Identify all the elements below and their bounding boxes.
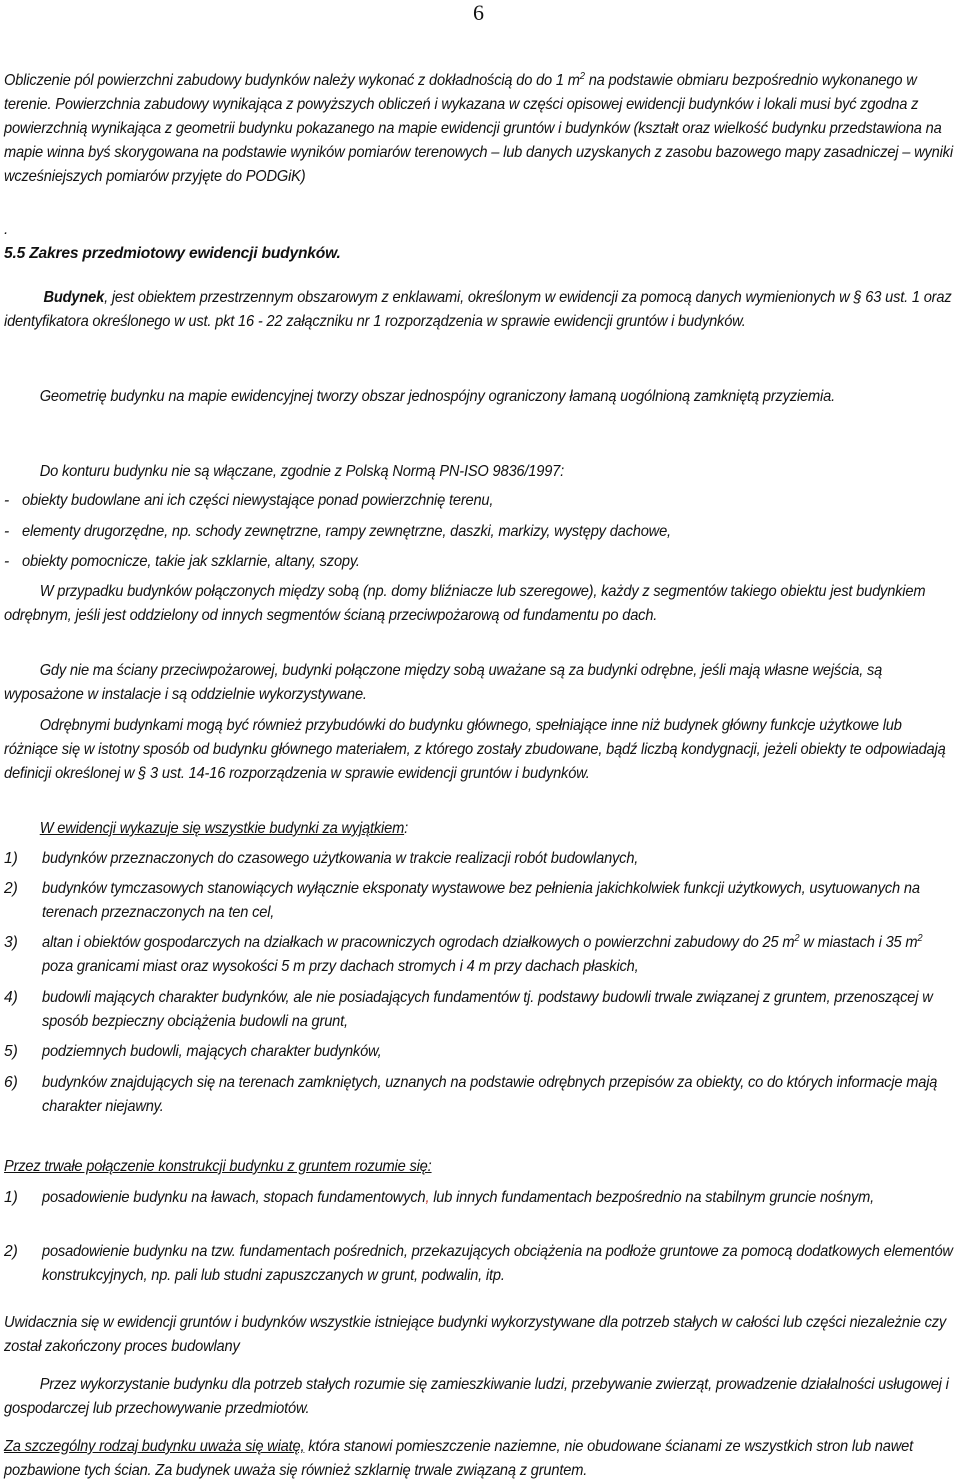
list-item: posadowienie budynku na tzw. fundamentach pośrednich, przekazujących obciążenia na podłoże gruntowe za pomocą dodatkowych elementów konstrukcyjnych, np. pali lub studni zapuszczanych w grunt, podwalin, itp. (42, 1243, 953, 1284)
paragraph-area-calculation (4, 69, 953, 189)
paragraph-existing-buildings: Uwidacznia się w ewidencji gruntów i budynków wszystkie istniejące budynki wykorzystywane dla potrzeb stałych w całości lub części niezależnie czy został zakończony proces budowlany (4, 1314, 947, 1355)
shelter-text: która stanowi pomieszczenie naziemne, nie obudowane ścianami ze wszystkich stron lub nawet pozbawione tych ścian. Za budynek uważa się również szklarnię trwale związaną z gruntem. (4, 1438, 913, 1479)
paragraph-exceptions-intro (4, 817, 953, 841)
list-item-part: poza granicami miast oraz wysokości 5 m przy dachach stromych i 4 m przy dachach płaskich, (42, 958, 639, 975)
list-item (42, 931, 954, 979)
superscript: 2 (794, 932, 800, 944)
paragraph-geometry: Geometrię budynku na mapie ewidencyjnej tworzy obszar jednospójny ograniczony łamaną uogólnioną zamkniętą przyziemia. (39, 388, 835, 405)
list-number: 1) (4, 850, 18, 867)
list-item: budynków przeznaczonych do czasowego użytkowania w trakcie realizacji robót budowlanych, (42, 850, 639, 867)
p1-superscript: 2 (579, 70, 585, 82)
list-number: 2) (4, 1243, 18, 1260)
page-number: 6 (473, 0, 484, 25)
p2-text: , jest obiektem przestrzennym obszarowym z enklawami, określonym w ewidencji za pomocą danych wymienionych w § 63 ust. 1 oraz identyfikatora określonego w ust. pkt 16 - 22 załączniku nr 1 rozporządzenia w sprawie ewidencji gruntów i budynków. (4, 289, 952, 330)
paragraph-annexes: Odrębnymi budynkami mogą być również przybudówki do budynku głównego, spełniające inne niż budynek główny funkcje użytkowe lub różniące się w istotny sposób od budynku głównego materiałem, z którego zostały zbudowane, bądź liczbą kondygnacji, jeżeli obiekty te odpowiadają definicji określonej w § 3 ust. 14-16 rozporządzenia w sprawie ewidencji gruntów i budynków. (4, 717, 946, 782)
list-number: 2) (4, 880, 18, 897)
list-number: 5) (4, 1043, 18, 1060)
paragraph-building-definition (4, 286, 953, 334)
paragraph-contour-exclusions: Do konturu budynku nie są włączane, zgodnie z Polską Normą PN-ISO 9836/1997: (39, 463, 565, 480)
paragraph-permanent-use: Przez wykorzystanie budynku dla potrzeb stałych rozumie się zamieszkiwanie ludzi, przebywanie zwierząt, prowadzenie działalności usługowej i gospodarczej lub przechowywanie przedmiotów. (4, 1376, 949, 1417)
shelter-underlined: Za szczególny rodzaj budynku uważa się wiatę, (4, 1438, 305, 1455)
p1-text-continued: na podstawie obmiaru bezpośrednio wykonanego w terenie. Powierzchnia zabudowy wynikająca z powyższych obliczeń i wykazana w części opisowej ewidencji budynków i lokali musi być zgodna z powierzchnią wynikająca z geometrii budynku pokazanego na mapie ewidencji gruntów i budynków (kształt oraz wielkość budynku przedstawiona na mapie winna byś skorygowana na podstawie wyników pomiarów terenowych – lub danych uzyskanych z zasobu bazowego mapy zasadniczej – wyniki wcześniejszych pomiarów przyjęte do PODGiK) (4, 72, 953, 185)
list-item-part: w miastach i 35 m (799, 934, 918, 951)
list-item: podziemnych budowli, mających charakter budynków, (42, 1043, 382, 1060)
stray-dot: . (4, 221, 9, 238)
list-item: budowli mających charakter budynków, ale nie posiadających fundamentów tj. podstawy budowli trwale związanej z gruntem, przenoszącej w sposób bezpieczny obciążenia budowli na grunt, (42, 989, 933, 1030)
p1-text: Obliczenie pól powierzchni zabudowy budynków należy wykonać z dokładnością do do 1 m (4, 72, 580, 89)
list-number: 4) (4, 989, 18, 1006)
section-heading: 5.5 Zakres przedmiotowy ewidencji budynków. (4, 245, 341, 262)
dash-marker: - (4, 492, 10, 509)
paragraph-permanent-connection (4, 1155, 953, 1179)
paragraph-connected-buildings: W przypadku budynków połączonych między sobą (np. domy bliźniacze lub szeregowe), każdy z segmentów takiego obiektu jest budynkiem odrębnym, jeśli jest oddzielony od innych segmentów ścianą przeciwpożarową od fundamentu po dach. (4, 583, 926, 624)
list-item: budynków tymczasowych stanowiących wyłącznie eksponaty wystawowe bez pełnienia jakichkolwiek funkcji użytkowych, usytuowanych na terenach przeznaczonych na ten cel, (42, 880, 920, 921)
exceptions-underlined: W ewidencji wykazuje się wszystkie budynki za wyjątkiem (39, 820, 405, 837)
paragraph-no-firewall: Gdy nie ma ściany przeciwpożarowej, budynki połączone między sobą uważane są za budynki odrębne, jeśli mają własne wejścia, są wyposażone w instalacje i są oddzielnie wykorzystywane. (4, 662, 883, 703)
list-number: 1) (4, 1189, 18, 1206)
list-item: budynków znajdujących się na terenach zamkniętych, uznanych na podstawie odrębnych przepisów za obiekty, co do których informacje mają charakter niejawny. (42, 1074, 938, 1115)
list-item-part: altan i obiektów gospodarczych na działkach w pracowniczych ogrodach działkowych o powierzchni zabudowy do 25 m (42, 934, 795, 951)
paragraph-shelter (4, 1435, 953, 1483)
list-item (42, 1186, 954, 1210)
list-number: 6) (4, 1074, 18, 1091)
exceptions-colon: : (404, 820, 408, 837)
dash-item: obiekty budowlane ani ich części niewystające ponad powierzchnię terenu, (22, 492, 494, 509)
red-comma: , (425, 1189, 430, 1206)
dash-marker: - (4, 523, 10, 540)
dash-marker: - (4, 553, 10, 570)
superscript: 2 (917, 932, 923, 944)
list-item-part: posadowienie budynku na ławach, stopach fundamentowych (42, 1189, 426, 1206)
list-number: 3) (4, 934, 18, 951)
permanent-connection-underlined: Przez trwałe połączenie konstrukcji budynku z gruntem rozumie się: (4, 1158, 432, 1175)
dash-item: elementy drugorzędne, np. schody zewnętrzne, rampy zewnętrzne, daszki, markizy, występy dachowe, (22, 523, 671, 540)
dash-item: obiekty pomocnicze, takie jak szklarnie, altany, szopy. (22, 553, 360, 570)
list-item-part: lub innych fundamentach bezpośrednio na stabilnym gruncie nośnym, (429, 1189, 875, 1206)
term-budynek: Budynek (43, 289, 105, 306)
